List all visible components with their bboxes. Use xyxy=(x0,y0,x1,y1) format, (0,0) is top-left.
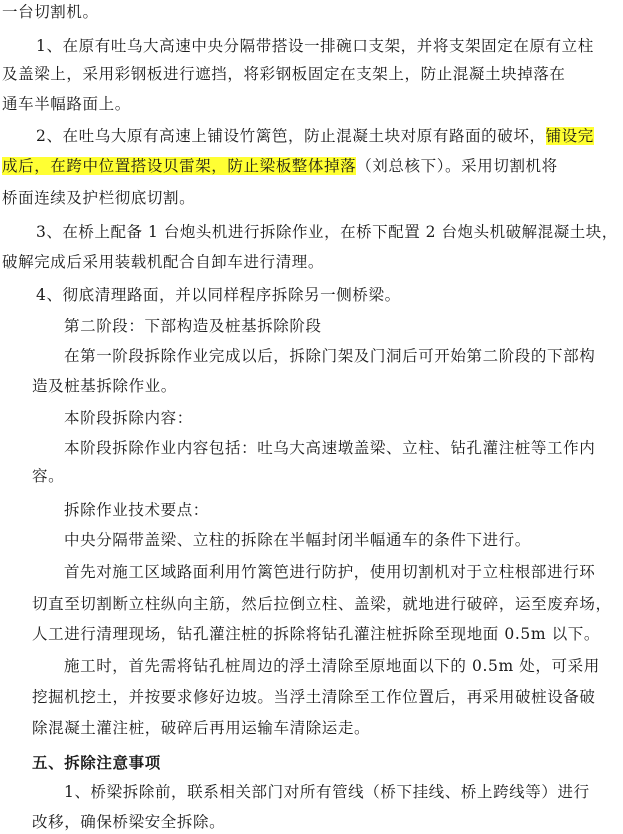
text-line: 人工进行清理现场，钻孔灌注桩的拆除将钻孔灌注桩拆除至现地面 0.5m 以下。 xyxy=(32,625,601,643)
text-run: 2、在吐乌大原有高速上铺设竹篱笆，防止混凝土块对原有路面的破坏， xyxy=(36,127,546,145)
text-line: 本阶段拆除作业内容包括：吐乌大高速墩盖梁、立柱、钻孔灌注桩等工作内 xyxy=(64,439,596,457)
text-line: 造及桩基拆除作业。 xyxy=(32,377,177,395)
text-run: （刘总核下）。采用切割机将 xyxy=(356,157,558,175)
text-line: 破解完成后采用装载机配合自卸车进行清理。 xyxy=(2,253,325,271)
text-line: 中央分隔带盖梁、立柱的拆除在半幅封闭半幅通车的条件下进行。 xyxy=(64,531,531,549)
highlighted-text: 成后，在跨中位置搭设贝雷架，防止梁板整体掉落 xyxy=(2,157,357,175)
text-line: 本阶段拆除内容： xyxy=(64,409,193,427)
text-line: 容。 xyxy=(32,467,65,485)
text-line: 切直至切割断立柱纵向主筋，然后拉倒立柱、盖梁，就地进行破碎，运至废弃场， xyxy=(32,595,612,613)
text-line: 改移，确保桥梁安全拆除。 xyxy=(32,813,226,831)
text-line: 及盖梁上，采用彩钢板进行遮挡，将彩钢板固定在支架上，防止混凝土块掉落在 xyxy=(2,65,566,83)
text-line: 首先对施工区域路面利用竹篱笆进行防护，使用切割机对于立柱根部进行环 xyxy=(64,563,596,581)
text-line: 施工时，首先需将钻孔桩周边的浮土清除至原地面以下的 0.5m 处，可采用 xyxy=(64,657,600,675)
text-line: 通车半幅路面上。 xyxy=(2,95,131,113)
text-line: 在第一阶段拆除作业完成以后，拆除门架及门洞后可开始第二阶段的下部构 xyxy=(64,347,596,365)
section-heading: 五、拆除注意事项 xyxy=(32,754,161,772)
text-line: 桥面连续及护栏彻底切割。 xyxy=(2,189,196,207)
text-line xyxy=(2,156,558,176)
text-line: 3、在桥上配备 1 台炮头机进行拆除作业，在桥下配置 2 台炮头机破解混凝土块， xyxy=(36,223,618,241)
text-line: 4、彻底清理路面，并以同样程序拆除另一侧桥梁。 xyxy=(36,286,401,304)
text-line: 1、在原有吐乌大高速中央分隔带搭设一排碗口支架，并将支架固定在原有立柱 xyxy=(36,37,594,55)
text-line xyxy=(36,126,594,146)
section-heading: 第二阶段：下部构造及桩基拆除阶段 xyxy=(64,317,322,335)
text-line: 挖掘机挖土，并按要求修好边坡。当浮土清除至工作位置后，再采用破桩设备破 xyxy=(32,688,596,706)
highlighted-text: 铺设完 xyxy=(545,127,594,145)
text-line: 除混凝土灌注桩，破碎后再用运输车清除运走。 xyxy=(32,719,371,737)
text-line: 1、桥梁拆除前，联系相关部门对所有管线（桥下挂线、桥上跨线等）进行 xyxy=(64,783,590,801)
text-line: 一台切割机。 xyxy=(2,3,99,21)
text-line: 拆除作业技术要点： xyxy=(64,501,209,519)
